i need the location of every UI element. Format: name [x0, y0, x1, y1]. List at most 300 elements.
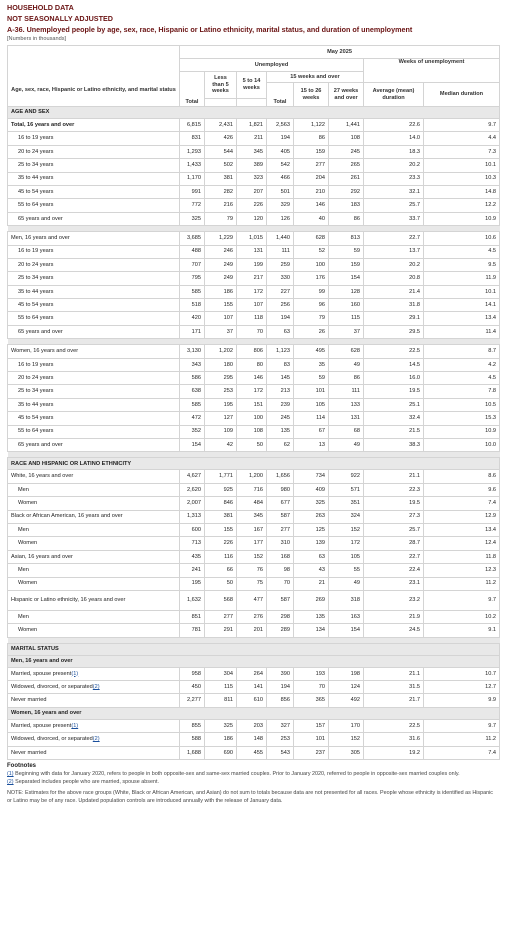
unemployed-header: Unemployed: [180, 59, 364, 72]
table-cell: 586: [180, 372, 205, 385]
table-cell: 811: [205, 694, 237, 707]
table-cell: 466: [267, 172, 294, 185]
col-15to26: 15 to 26 weeks: [294, 83, 329, 107]
table-cell: 9.9: [424, 694, 500, 707]
table-cell: 10.2: [424, 610, 500, 623]
table-cell: 96: [294, 299, 329, 312]
table-cell: 241: [180, 564, 205, 577]
table-cell: 2,620: [180, 483, 205, 496]
footnotes-title: Footnotes: [7, 763, 36, 770]
row-label-text: 35 to 44 years: [18, 175, 54, 182]
row-label-text: Men, 16 years and over: [11, 235, 70, 242]
table-cell: 62: [267, 438, 294, 451]
row-label-text: 20 to 24 years: [18, 261, 54, 268]
table-cell: 203: [237, 719, 267, 732]
row-label: [8, 719, 180, 732]
table-cell: 365: [294, 694, 329, 707]
table-cell: 405: [267, 145, 294, 158]
row-label: [8, 385, 180, 398]
table-cell: 21.1: [364, 470, 424, 483]
table-row: [8, 624, 500, 637]
row-label-text: Women: [18, 500, 38, 507]
row-label: [8, 232, 180, 245]
section-title: AGE AND SEX: [8, 107, 500, 119]
table-cell: 32.1: [364, 185, 424, 198]
table-cell: 198: [329, 667, 364, 680]
row-label: [8, 185, 180, 198]
table-cell: 211: [237, 132, 267, 145]
table-row: [8, 285, 500, 298]
table-cell: 180: [205, 358, 237, 371]
table-cell: 134: [294, 624, 329, 637]
table-row: [8, 610, 500, 623]
row-label: [8, 681, 180, 694]
table-cell: 168: [267, 550, 294, 563]
footnote-1-link[interactable]: (1): [7, 771, 14, 778]
table-cell: 83: [267, 358, 294, 371]
footnote-2-text: Separated includes people who are married, spouse absent.: [15, 779, 159, 786]
table-cell: 42: [205, 438, 237, 451]
table-cell: 183: [329, 199, 364, 212]
table-cell: 86: [329, 212, 364, 225]
header-blank: [8, 46, 180, 59]
table-cell: 1,122: [294, 119, 329, 132]
table-cell: 628: [294, 232, 329, 245]
table-cell: 124: [329, 681, 364, 694]
table-cell: 958: [180, 667, 205, 680]
table-cell: 1,202: [205, 345, 237, 358]
note: NOTE: Estimates for the above race groups (White, Black or African American, and Asian) do not sum to totals because data are not presented for all races. People whose ethnicity is identified as Hispanic or Latino may be of any race. Updated population controls are introduced annually with the release of January data.: [7, 790, 494, 805]
header-blank: [8, 99, 180, 107]
table-cell: 21.9: [364, 610, 424, 623]
table-cell: 610: [237, 694, 267, 707]
header-line-2: NOT SEASONALLY ADJUSTED: [7, 14, 113, 23]
table-cell: 492: [329, 694, 364, 707]
table-cell: 115: [205, 681, 237, 694]
table-cell: 79: [294, 312, 329, 325]
table-cell: 70: [294, 681, 329, 694]
table-cell: 50: [237, 438, 267, 451]
table-cell: 7.8: [424, 385, 500, 398]
row-label: [8, 159, 180, 172]
table-cell: 194: [267, 681, 294, 694]
table-cell: 381: [205, 172, 237, 185]
table-cell: 131: [237, 245, 267, 258]
row-label-text: 16 to 19 years: [18, 361, 54, 368]
table-cell: 157: [294, 719, 329, 732]
table-cell: 21.7: [364, 694, 424, 707]
row-label-text: Married, spouse present: [11, 722, 72, 729]
table-cell: 19.2: [364, 746, 424, 759]
table-cell: 70: [267, 577, 294, 590]
table-cell: 501: [267, 185, 294, 198]
table-cell: 12.9: [424, 510, 500, 523]
table-row: [8, 258, 500, 271]
table-cell: 31.6: [364, 733, 424, 746]
subsection-header: [8, 707, 500, 719]
footnote-1-text: Beginning with data for January 2020, refers to people in both opposite-sex and same-sex married couples. Prior to January 2020, referred to people in opposite-sex married couples only.: [15, 771, 460, 778]
table-cell: 29.1: [364, 312, 424, 325]
table-cell: 101: [294, 385, 329, 398]
table-cell: 325: [205, 719, 237, 732]
table-cell: 111: [329, 385, 364, 398]
table-cell: 23.2: [364, 590, 424, 610]
table-cell: 21.1: [364, 667, 424, 680]
row-label: [8, 624, 180, 637]
row-label: [8, 345, 180, 358]
table-cell: 14.8: [424, 185, 500, 198]
row-label-text: Women: [18, 627, 38, 634]
table-cell: 544: [205, 145, 237, 158]
table-row: [8, 345, 500, 358]
table-cell: 172: [237, 385, 267, 398]
table-cell: 1,821: [237, 119, 267, 132]
table-cell: 813: [329, 232, 364, 245]
table-cell: 265: [329, 159, 364, 172]
row-label-text: White, 16 years and over: [11, 473, 74, 480]
table-cell: 13.4: [424, 523, 500, 536]
row-label-text: 25 to 34 years: [18, 275, 54, 282]
table-cell: 20.2: [364, 159, 424, 172]
table-cell: 10.0: [424, 438, 500, 451]
table-cell: 195: [180, 577, 205, 590]
table-cell: 11.2: [424, 577, 500, 590]
table-cell: 1,313: [180, 510, 205, 523]
table-cell: 389: [237, 159, 267, 172]
row-label-text: 65 years and over: [18, 215, 63, 222]
table-cell: 855: [180, 719, 205, 732]
table-row: [8, 272, 500, 285]
table-row: [8, 145, 500, 158]
table-cell: 571: [329, 483, 364, 496]
table-cell: 831: [180, 132, 205, 145]
table-cell: 49: [329, 358, 364, 371]
table-body: [8, 107, 500, 760]
table-cell: 18.3: [364, 145, 424, 158]
table-cell: 16.0: [364, 372, 424, 385]
table-cell: 263: [294, 510, 329, 523]
row-label-text: Men: [18, 486, 29, 493]
row-label-text: Asian, 16 years and over: [11, 553, 73, 560]
table-row: [8, 590, 500, 610]
header-blank: [8, 59, 180, 72]
table-row: [8, 372, 500, 385]
table-cell: 159: [294, 145, 329, 158]
table-cell: 14.5: [364, 358, 424, 371]
table-cell: 1,123: [267, 345, 294, 358]
table-cell: 8.7: [424, 345, 500, 358]
row-label-text: Men: [18, 613, 29, 620]
table-cell: 922: [329, 470, 364, 483]
table-cell: 146: [237, 372, 267, 385]
table-cell: 155: [205, 299, 237, 312]
col-5to14: 5 to 14 weeks: [237, 72, 267, 99]
table-row: [8, 199, 500, 212]
table-cell: 199: [237, 258, 267, 271]
row-label-text: Women: [18, 540, 38, 547]
table-cell: 282: [205, 185, 237, 198]
row-label: [8, 412, 180, 425]
table-cell: 21.4: [364, 285, 424, 298]
table-cell: 10.3: [424, 172, 500, 185]
table-cell: 21: [294, 577, 329, 590]
table-cell: 146: [294, 199, 329, 212]
section-title: RACE AND HISPANIC OR LATINO ETHNICITY: [8, 458, 500, 470]
table-cell: 108: [329, 132, 364, 145]
row-label: [8, 398, 180, 411]
table-row: [8, 172, 500, 185]
table-cell: 25.1: [364, 398, 424, 411]
table-cell: 7.4: [424, 497, 500, 510]
table-cell: 980: [267, 483, 294, 496]
row-label: [8, 372, 180, 385]
row-label-text: Married, spouse present: [11, 670, 72, 677]
table-cell: 152: [237, 550, 267, 563]
table-row: [8, 159, 500, 172]
table-cell: 108: [237, 425, 267, 438]
table-cell: 9.7: [424, 719, 500, 732]
row-label: [8, 132, 180, 145]
table-cell: 269: [294, 590, 329, 610]
table-cell: 154: [329, 624, 364, 637]
row-label-text: Women, 16 years and over: [11, 348, 79, 355]
table-cell: 49: [329, 438, 364, 451]
table-cell: 381: [205, 510, 237, 523]
table-cell: 991: [180, 185, 205, 198]
table-cell: 1,200: [237, 470, 267, 483]
row-label: [8, 285, 180, 298]
table-cell: 31.8: [364, 299, 424, 312]
table-cell: 10.5: [424, 398, 500, 411]
footnote-ref-link[interactable]: (2): [92, 736, 100, 743]
subsection-title: Men, 16 years and over: [8, 655, 500, 667]
table-row: [8, 550, 500, 563]
table-cell: 59: [329, 245, 364, 258]
table-cell: 276: [237, 610, 267, 623]
table-cell: 352: [180, 425, 205, 438]
table-cell: 28.7: [364, 537, 424, 550]
table-cell: 9.6: [424, 483, 500, 496]
table-cell: 20.2: [364, 258, 424, 271]
table-cell: 600: [180, 523, 205, 536]
table-cell: 125: [294, 523, 329, 536]
table-cell: 426: [205, 132, 237, 145]
table-row: [8, 398, 500, 411]
table-cell: 172: [237, 285, 267, 298]
row-label: [8, 537, 180, 550]
row-label: [8, 258, 180, 271]
row-label-text: Hispanic or Latino ethnicity, 16 years and over: [11, 597, 126, 604]
table-cell: 70: [237, 325, 267, 338]
section-header: [8, 643, 500, 655]
table-cell: 472: [180, 412, 205, 425]
row-label: [8, 550, 180, 563]
table-cell: 186: [205, 285, 237, 298]
table-cell: 6,815: [180, 119, 205, 132]
table-cell: 9.1: [424, 624, 500, 637]
table-cell: 239: [267, 398, 294, 411]
table-cell: 2,007: [180, 497, 205, 510]
footnote-2-link[interactable]: (2): [7, 779, 14, 786]
table-cell: 126: [267, 212, 294, 225]
table-cell: 207: [237, 185, 267, 198]
table-cell: 253: [267, 733, 294, 746]
table-row: [8, 564, 500, 577]
table-cell: 9.7: [424, 119, 500, 132]
table-cell: 171: [180, 325, 205, 338]
row-label: [8, 497, 180, 510]
table-cell: 291: [205, 624, 237, 637]
table-cell: 587: [267, 510, 294, 523]
table-row: [8, 681, 500, 694]
row-label: [8, 667, 180, 680]
table-cell: 216: [205, 199, 237, 212]
row-label: [8, 577, 180, 590]
table-cell: 11.2: [424, 733, 500, 746]
table-cell: 846: [205, 497, 237, 510]
table-cell: 277: [267, 523, 294, 536]
table-cell: 13.7: [364, 245, 424, 258]
row-label: [8, 523, 180, 536]
period-header: May 2025: [180, 46, 500, 59]
table-cell: 925: [205, 483, 237, 496]
table-cell: 628: [329, 345, 364, 358]
row-label-text: Widowed, divorced, or separated: [11, 736, 93, 743]
table-row: [8, 232, 500, 245]
subsection-header: [8, 655, 500, 667]
table-row: [8, 185, 500, 198]
col-avg: Average (mean) duration: [364, 83, 424, 107]
table-cell: 227: [267, 285, 294, 298]
row-label-text: 25 to 34 years: [18, 388, 54, 395]
data-table: [7, 45, 500, 760]
table-cell: 249: [205, 258, 237, 271]
table-cell: 11.9: [424, 272, 500, 285]
table-cell: 115: [329, 312, 364, 325]
table-cell: 128: [329, 285, 364, 298]
table-cell: 795: [180, 272, 205, 285]
table-row: [8, 212, 500, 225]
table-cell: 204: [294, 172, 329, 185]
table-cell: 3,685: [180, 232, 205, 245]
table-cell: 690: [205, 746, 237, 759]
units-note: [Numbers in thousands]: [7, 36, 67, 42]
table-cell: 259: [267, 258, 294, 271]
table-cell: 246: [205, 245, 237, 258]
table-cell: 133: [329, 398, 364, 411]
footnote-2: [7, 778, 499, 786]
table-cell: 806: [237, 345, 267, 358]
table-cell: 63: [267, 325, 294, 338]
table-cell: 23.1: [364, 577, 424, 590]
table-cell: 7.4: [424, 746, 500, 759]
row-label-text: 25 to 34 years: [18, 162, 54, 169]
table-cell: 12.3: [424, 564, 500, 577]
table-cell: 29.5: [364, 325, 424, 338]
table-cell: 154: [329, 272, 364, 285]
footnote-ref-link[interactable]: (2): [92, 683, 100, 690]
table-cell: 542: [267, 159, 294, 172]
table-cell: 310: [267, 537, 294, 550]
table-cell: 327: [267, 719, 294, 732]
table-cell: 159: [329, 258, 364, 271]
table-cell: 19.5: [364, 385, 424, 398]
table-cell: 145: [267, 372, 294, 385]
table-cell: 1,632: [180, 590, 205, 610]
table-cell: 713: [180, 537, 205, 550]
table-row: [8, 299, 500, 312]
table-cell: 10.9: [424, 212, 500, 225]
header-blank: [237, 99, 267, 107]
table-cell: 24.5: [364, 624, 424, 637]
table-cell: 100: [237, 412, 267, 425]
over15-header: 15 weeks and over: [267, 72, 364, 83]
row-label-text: 55 to 64 years: [18, 202, 54, 209]
table-cell: 22.7: [364, 232, 424, 245]
table-cell: 22.7: [364, 550, 424, 563]
header-line-1: HOUSEHOLD DATA: [7, 3, 74, 12]
col-total15: Total: [267, 83, 294, 107]
row-label-text: Total, 16 years and over: [11, 121, 75, 128]
table-cell: 325: [180, 212, 205, 225]
row-label: [8, 746, 180, 759]
table-cell: 4,627: [180, 470, 205, 483]
table-row: [8, 470, 500, 483]
row-label-text: 20 to 24 years: [18, 374, 54, 381]
table-cell: 772: [180, 199, 205, 212]
row-label: [8, 590, 180, 610]
table-cell: 40: [294, 212, 329, 225]
table-cell: 15.3: [424, 412, 500, 425]
table-cell: 245: [267, 412, 294, 425]
footnote-ref-link[interactable]: (1): [71, 670, 79, 677]
table-cell: 67: [294, 425, 329, 438]
table-cell: 295: [205, 372, 237, 385]
row-label: [8, 425, 180, 438]
table-cell: 195: [205, 398, 237, 411]
row-label: [8, 610, 180, 623]
table-cell: 245: [329, 145, 364, 158]
row-label: [8, 272, 180, 285]
table-cell: 4.5: [424, 245, 500, 258]
table-row: [8, 719, 500, 732]
table-cell: 1,771: [205, 470, 237, 483]
table-cell: 3,130: [180, 345, 205, 358]
table-cell: 2,277: [180, 694, 205, 707]
table-cell: 11.4: [424, 325, 500, 338]
weeks-header: Weeks of unemployment: [364, 59, 500, 83]
row-label: [8, 438, 180, 451]
table-cell: 343: [180, 358, 205, 371]
table-cell: 100: [294, 258, 329, 271]
table-cell: 98: [267, 564, 294, 577]
table-cell: 68: [329, 425, 364, 438]
table-cell: 49: [329, 577, 364, 590]
table-cell: 292: [329, 185, 364, 198]
table-cell: 105: [294, 398, 329, 411]
table-row: [8, 412, 500, 425]
table-cell: 76: [237, 564, 267, 577]
row-label-text: 45 to 54 years: [18, 415, 54, 422]
row-label-text: Never married: [11, 697, 47, 704]
footnote-ref-link[interactable]: (1): [71, 722, 79, 729]
table-cell: 194: [267, 312, 294, 325]
table-cell: 135: [267, 425, 294, 438]
table-cell: 22.6: [364, 119, 424, 132]
table-cell: 127: [205, 412, 237, 425]
table-cell: 111: [267, 245, 294, 258]
table-cell: 20.8: [364, 272, 424, 285]
